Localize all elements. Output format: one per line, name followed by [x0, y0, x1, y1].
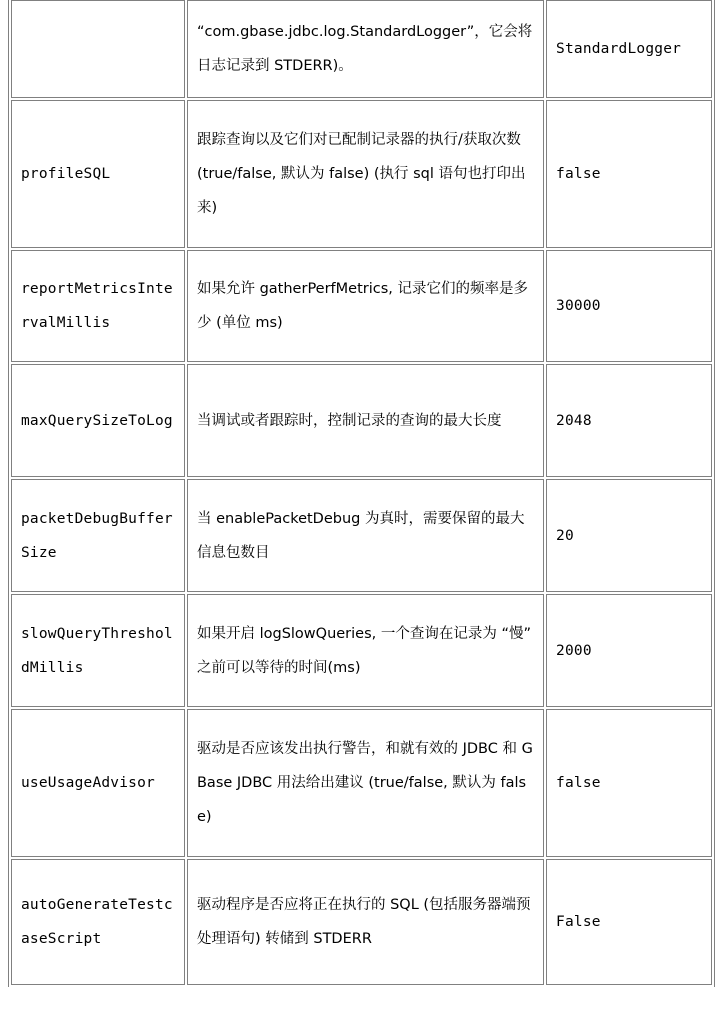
param-description-cell: 如果开启 logSlowQueries, 一个查询在记录为 “慢” 之前可以等待的时间(ms) [187, 594, 544, 707]
param-default-cell: 30000 [546, 250, 712, 362]
table-row [11, 0, 712, 98]
param-description-cell: 当 enablePacketDebug 为真时，需要保留的最大信息包数目 [187, 479, 544, 592]
param-default-cell: False [546, 859, 712, 985]
param-default-cell: 2000 [546, 594, 712, 707]
table-row [11, 594, 712, 707]
param-default-cell: 20 [546, 479, 712, 592]
table-row [11, 859, 712, 985]
param-default-cell: StandardLogger [546, 0, 712, 98]
param-name-cell: autoGenerateTestcaseScript [11, 859, 185, 985]
table-row [11, 100, 712, 248]
param-description-cell: 驱动是否应该发出执行警告，和就有效的 JDBC 和 GBase JDBC 用法给出建议 (true/false, 默认为 false) [187, 709, 544, 857]
parameter-table [8, 0, 715, 987]
param-description-cell: 驱动程序是否应将正在执行的 SQL (包括服务器端预处理语句) 转储到 STDERR [187, 859, 544, 985]
param-name-cell: slowQueryThresholdMillis [11, 594, 185, 707]
param-name-cell: packetDebugBufferSize [11, 479, 185, 592]
param-name-cell: reportMetricsIntervalMillis [11, 250, 185, 362]
table-row [11, 364, 712, 477]
param-name-cell: useUsageAdvisor [11, 709, 185, 857]
param-name-cell [11, 0, 185, 98]
param-description-cell: 如果允许 gatherPerfMetrics, 记录它们的频率是多少 (单位 ms) [187, 250, 544, 362]
table-row [11, 709, 712, 857]
param-description-cell: 跟踪查询以及它们对已配制记录器的执行/获取次数 (true/false, 默认为 false) (执行 sql 语句也打印出来) [187, 100, 544, 248]
param-name-cell: profileSQL [11, 100, 185, 248]
table-row [11, 479, 712, 592]
param-default-cell: false [546, 100, 712, 248]
document-page [8, 0, 715, 1017]
table-row [11, 250, 712, 362]
param-default-cell: 2048 [546, 364, 712, 477]
param-name-cell: maxQuerySizeToLog [11, 364, 185, 477]
param-default-cell: false [546, 709, 712, 857]
param-description-cell: “com.gbase.jdbc.log.StandardLogger”，它会将日志记录到 STDERR)。 [187, 0, 544, 98]
param-description-cell: 当调试或者跟踪时，控制记录的查询的最大长度 [187, 364, 544, 477]
